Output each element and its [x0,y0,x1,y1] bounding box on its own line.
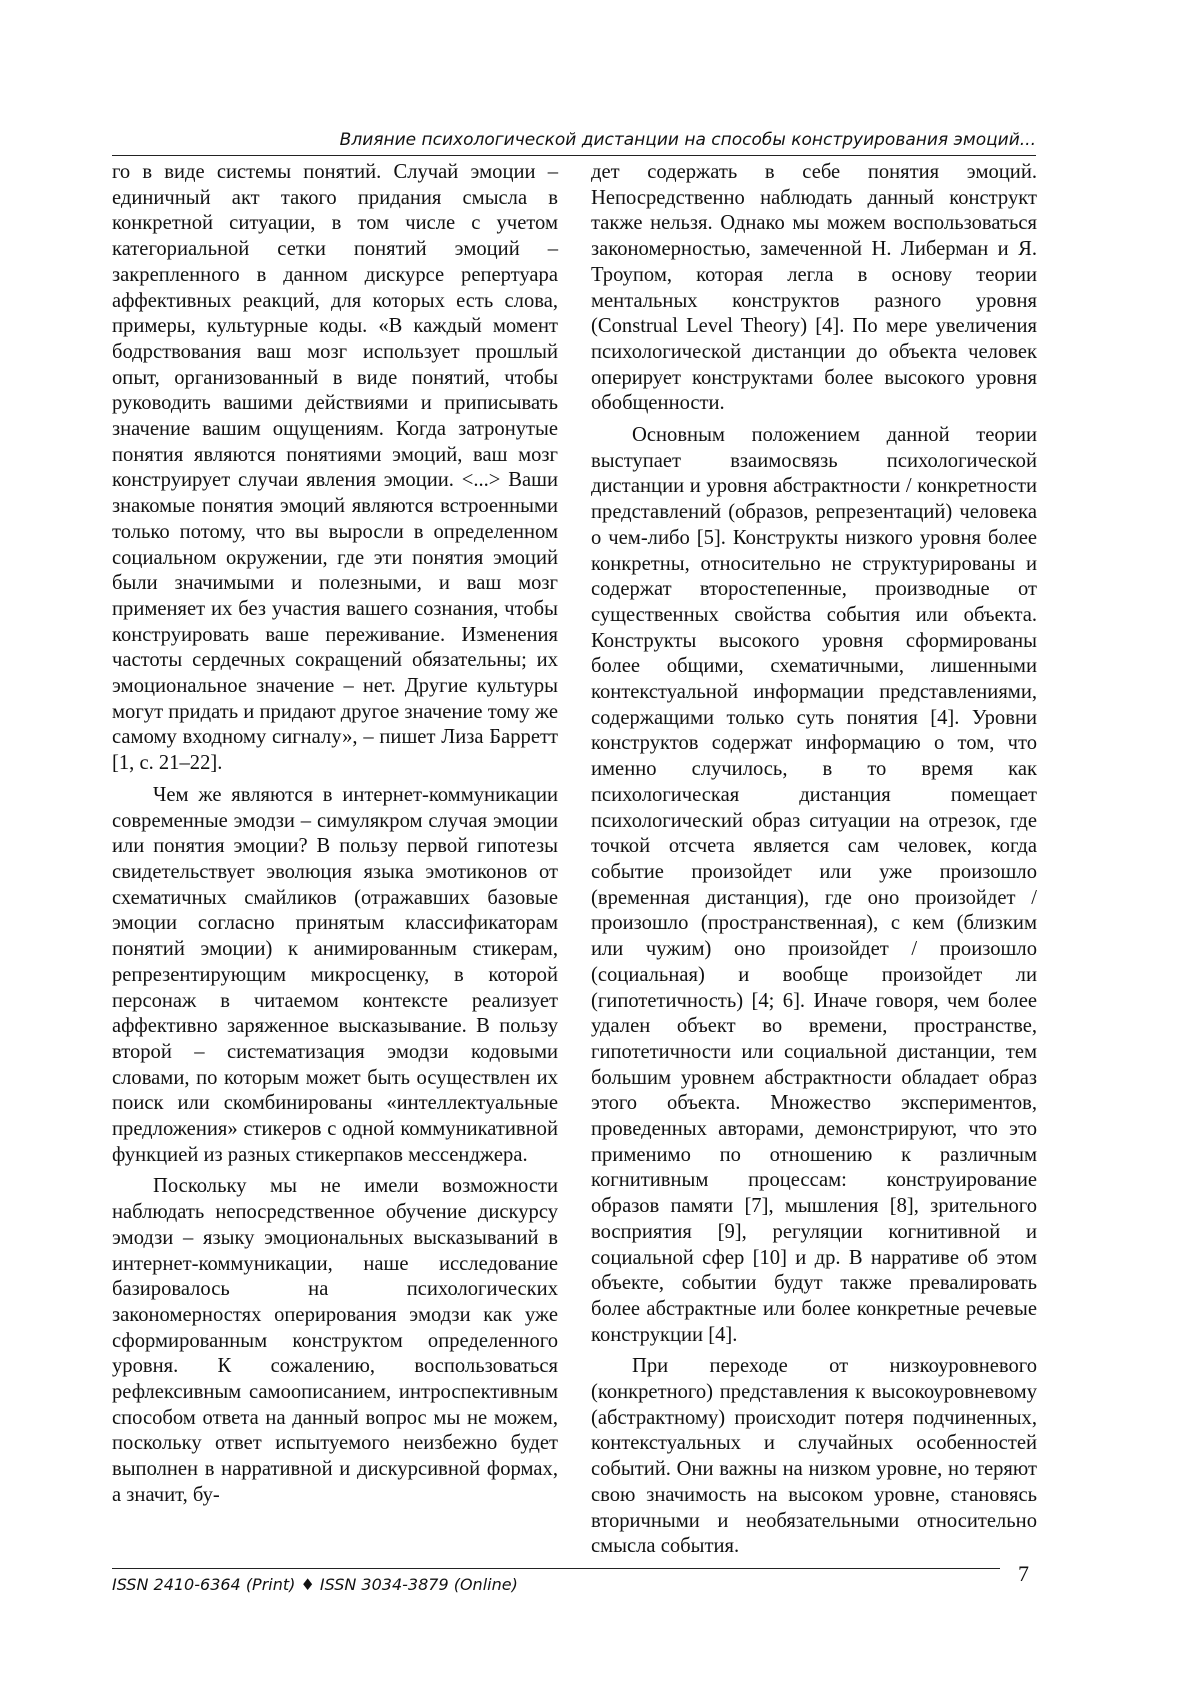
left-column [112,160,558,1509]
paragraph: Чем же являются в интернет-коммуникации современные эмодзи – симулякром случая эмоции или понятия эмоции? В пользу первой гипотезы свидетельствует эволюция языка эмотиконов от схематичных смайликов (отражавших базовые эмоции согласно принятым классификаторам понятий эмоции) к анимированным стикерам, репрезентирующим микросценку, в которой персонаж в читаемом контексте реализует аффективно заряженное высказывание. В пользу второй – систематизация эмодзи кодовыми словами, по которым может быть осуществлен их поиск или скомбинированы «интеллектуальные предложения» стикеров с одной коммуникативной функцией из разных стикерпаков мессенджера. [112,783,558,1166]
running-header: Влияние психологической дистанции на способы конструирования эмоций... [339,130,1036,150]
paragraph: Поскольку мы не имели возможности наблюдать непосредственное обучение дискурсу эмодзи – языку эмоциональных высказываний в интернет-коммуникации, наше исследование базировалось на психологических закономерностях оперирования эмодзи как уже сформированным конструктом определенного уровня. К сожалению, воспользоваться рефлексивным самоописанием, интроспективным способом ответа на данный вопрос мы не можем, поскольку ответ испытуемого неизбежно будет выполнен в нарративной и дискурсивной формах, а значит, бу- [112,1175,558,1506]
paragraph: дет содержать в себе понятия эмоций. Непосредственно наблюдать данный конструкт также нельзя. Однако мы можем воспользоваться закономерностью, замеченной Н. Либерман и Я. Троупом, которая легла в основу теории ментальных конструктов разного уровня (Construal Level Theory) [4]. По мере увеличения психологической дистанции до объекта человек оперирует конструктами более высокого уровня обобщенности. [591,161,1037,415]
paragraph: Основным положением данной теории выступает взаимосвязь психологической дистанции и уровня абстрактности / конкретности представлений (образов, репрезентаций) человека о чем-либо [5]. Конструкты низкого уровня более конкретны, относительно не структурированы и содержат второстепенные, производные от существенных свойства события или объекта. Конструкты высокого уровня сформированы более общими, схематичными, лишенными контекстуальной информации представлениями, содержащими только суть понятия [4]. Уровни конструктов содержат информацию о том, что именно случилось, в то время как психологическая дистанция помещает психологический образ ситуации на отрезок, где точкой отсчета является сам человек, когда событие произойдет или уже произошло (временная дистанция), где оно произойдет / произошло (пространственная), с кем (близким или чужим) оно произойдет / произошло (социальная) и вообще произойдет ли (гипотетичность) [4; 6]. Иначе говоря, чем более удален объект во времени, пространстве, гипотетичности или социальной дистанции, тем большим уровнем абстрактности обладает образ этого объекта. Множество экспериментов, проведенных авторами, демонстрируют, что это применимо по отношению к различным когнитивным процессам: конструирование образов памяти [7], мышления [8], зрительного восприятия [9], регуляции когнитивной и социальной сфер [10] и др. В нарративе об этом объекте, событии будут также превалировать более абстрактные или более конкретные речевые конструкции [4]. [591,424,1037,1346]
footer-divider [112,1568,1000,1569]
page-number: 7 [1018,1561,1029,1586]
issn-footer: ISSN 2410-6364 (Print) ♦ ISSN 3034-3879 (Online) [112,1575,518,1594]
header-divider [112,155,1036,156]
paragraph: го в виде системы понятий. Случай эмоции – единичный акт такого придания смысла в конкретной ситуации, в том числе с учетом категориальной сетки понятий эмоций – закрепленного в данном дискурсе репертуара аффективных реакций, для которых есть слова, примеры, культурные коды. «В каждый момент бодрствования ваш мозг использует прошлый опыт, организованный в виде понятий, чтобы руководить вашими действиями и приписывать значение вашим ощущениям. Когда затронутые понятия являются понятиями эмоций, ваш мозг конструирует случаи явления эмоции. <...> Ваши знакомые понятия эмоций являются встроенными только потому, что вы выросли в определенном социальном окружении, где эти понятия эмоций были значимыми и полезными, и ваш мозг применяет их без участия вашего сознания, чтобы конструировать ваше переживание. Изменения частоты сердечных сокращений обязательны; их эмоциональное значение – нет. Другие культуры могут придать и придают другое значение тому же самому входному сигналу», – пишет Лиза Барретт [1, с. 21–22]. [112,161,558,775]
right-column [591,160,1037,1560]
paragraph: При переходе от низкоуровневого (конкретного) представления к высокоуровневому (абстрактному) происходит потеря подчиненных, контекстуальных и случайных особенностей событий. Они важны на низком уровне, но теряют свою значимость на высоком уровне, становясь вторичными и необязательными относительно смысла события. [591,1355,1037,1558]
